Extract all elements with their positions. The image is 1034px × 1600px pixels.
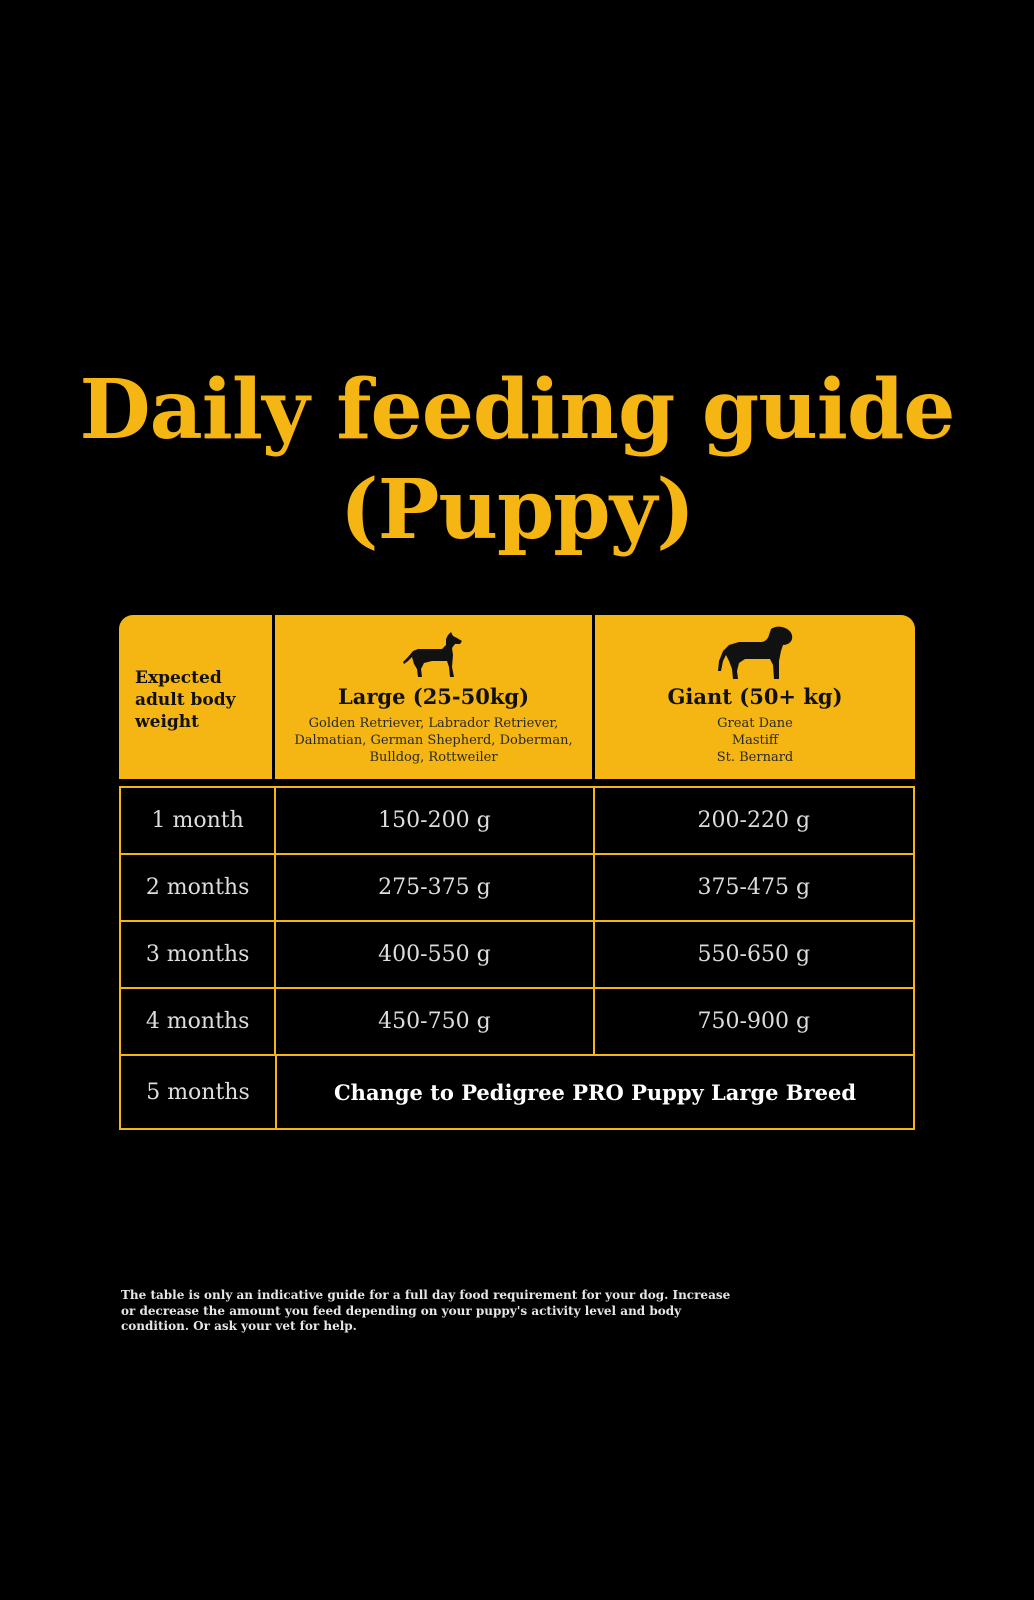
- dog-silhouette-icon: [402, 631, 466, 679]
- giant-amount-cell: 375-475 g: [697, 875, 811, 900]
- large-title: Large (25-50kg): [337, 684, 530, 709]
- age-cell: 5 months: [121, 1056, 277, 1128]
- age-cell: 3 months: [121, 922, 276, 987]
- table-body: [119, 786, 915, 1130]
- header-giant: [595, 615, 915, 779]
- title-line-1: Daily feeding guide: [79, 362, 955, 458]
- giant-breeds: [717, 715, 794, 766]
- breed-item: Great Dane: [717, 716, 793, 731]
- table-row: [121, 989, 913, 1056]
- table-header: [119, 615, 915, 779]
- dog-silhouette-icon: [715, 625, 795, 681]
- large-amount-cell: 150-200 g: [276, 788, 594, 853]
- table-row: [121, 922, 913, 989]
- table-row: [121, 788, 913, 855]
- disclaimer-text: The table is only an indicative guide for a full day food requirement for your dog. Increase or decrease the amount you feed depending on your puppy's activity level and body condition. Or ask your vet for help.: [121, 1288, 731, 1333]
- breed-item: Mastiff: [731, 733, 779, 748]
- header-weight-label: Expected adult body weight: [119, 615, 275, 779]
- breed-item: St. Bernard: [716, 750, 794, 765]
- header-large: [275, 615, 595, 779]
- giant-amount-cell: 550-650 g: [697, 942, 811, 967]
- large-amount-cell: 400-550 g: [276, 922, 594, 987]
- giant-amount-cell: 200-220 g: [697, 808, 811, 833]
- page-title: [0, 360, 1034, 560]
- change-food-note: Change to Pedigree PRO Puppy Large Breed: [333, 1079, 857, 1105]
- large-breeds: Golden Retriever, Labrador Retriever, Dalmatian, German Shepherd, Doberman, Bulldog, Rottweiler: [294, 716, 573, 765]
- table-row: [121, 855, 913, 922]
- table-row: [121, 1056, 913, 1128]
- feeding-table: [119, 615, 915, 1130]
- giant-title: Giant (50+ kg): [667, 684, 843, 709]
- giant-amount-cell: 750-900 g: [697, 1009, 811, 1034]
- age-cell: 1 month: [121, 788, 276, 853]
- large-amount-cell: 450-750 g: [276, 989, 594, 1054]
- age-cell: 2 months: [121, 855, 276, 920]
- large-amount-cell: 275-375 g: [276, 855, 594, 920]
- title-line-2: (Puppy): [339, 462, 695, 558]
- age-cell: 4 months: [121, 989, 276, 1054]
